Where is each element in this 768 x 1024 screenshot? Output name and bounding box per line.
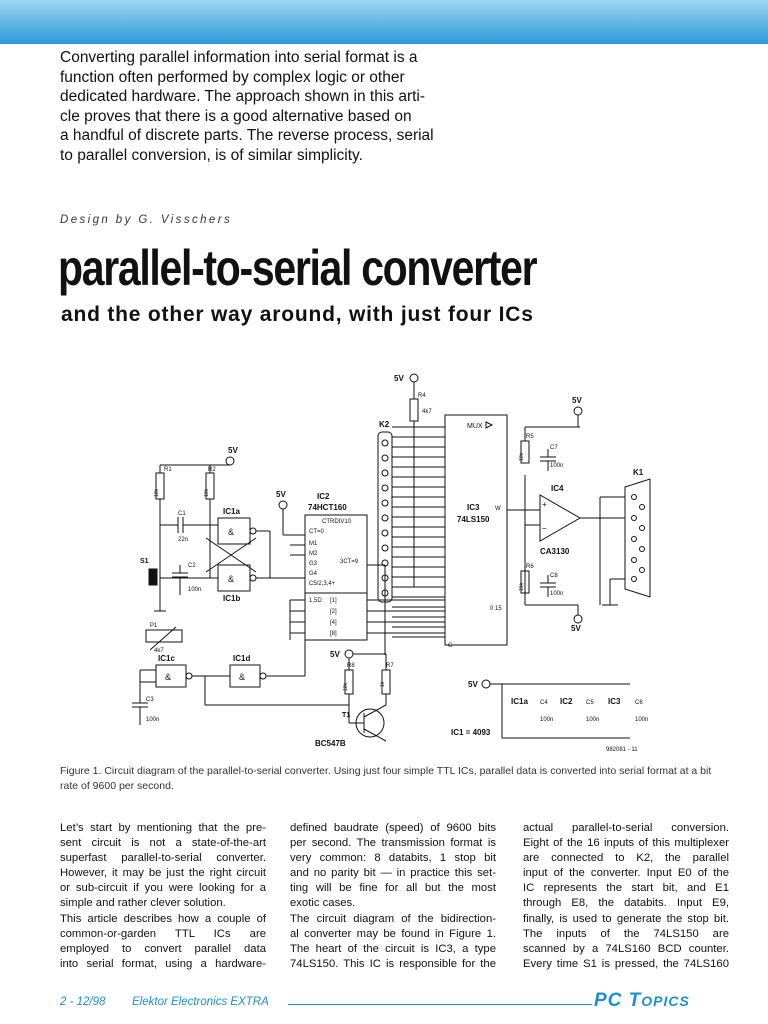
body-column-3	[523, 821, 729, 972]
body-line: The inputs of the 74LS150 are	[523, 927, 729, 940]
supply-terminal-icon	[574, 407, 582, 415]
r8-value: 10k	[343, 682, 349, 691]
body-line: superfast parallel-to-serial converter.	[60, 852, 266, 865]
ic2-d15: 1,5D	[309, 598, 322, 604]
figure-code: 982081 - 11	[606, 747, 638, 753]
r4-label: R4	[418, 393, 426, 399]
body-line: very common: 8 databits, 1 stop bit	[290, 852, 496, 865]
c6-label: C6	[635, 700, 643, 706]
body-line: common-or-garden TTL ICs are	[60, 927, 266, 940]
svg-text:&: &	[165, 672, 172, 682]
section-brand	[594, 990, 690, 1012]
ic2-ctrdiv: CTRDIV10	[322, 519, 352, 525]
svg-text:+: +	[542, 500, 547, 509]
body-line: simple and rather clever solution.	[60, 897, 226, 910]
ic3-w-pin: W	[495, 506, 501, 512]
circuit-diagram	[130, 365, 660, 760]
ic1b-label: IC1b	[223, 594, 241, 603]
c7-label: C7	[550, 445, 558, 451]
ic3-input-lines	[392, 427, 445, 637]
supply-5v-right: 5V	[572, 396, 582, 405]
body-line: IC represents the start bit, and E1	[523, 882, 729, 895]
author-credit: Design by G. Visschers	[60, 214, 233, 226]
supply-terminal-icon	[226, 457, 234, 465]
r4-value: 4k7	[422, 409, 432, 415]
footer-rule	[288, 1004, 592, 1005]
c4-value: 100n	[540, 717, 554, 723]
svg-text:&: &	[228, 574, 235, 584]
r5-value: 10k	[519, 452, 525, 461]
r5-label: R5	[526, 434, 534, 440]
c5-value: 100n	[586, 717, 600, 723]
ic1c-label: IC1c	[158, 654, 175, 663]
body-line: input of the converter. Input E0 of the	[523, 867, 729, 880]
ic2-m2: M2	[309, 551, 318, 557]
intro-line: dedicated hardware. The approach shown in this arti-	[60, 88, 426, 105]
c8-label: C8	[550, 573, 558, 579]
body-column-2	[290, 821, 496, 972]
ic2-bit2: [2]	[330, 609, 337, 615]
r7-value: 1k	[380, 681, 386, 687]
supply-5v-ic2: 5V	[276, 490, 286, 499]
r2-value: 10k	[204, 488, 210, 497]
body-line: exotic cases.	[290, 897, 356, 910]
c8-value: 100n	[550, 591, 564, 597]
ic1-type-note: IC1 = 4093	[451, 728, 491, 737]
intro-line: a handful of discrete parts. The reverse process, serial	[60, 127, 434, 144]
k1-pins	[632, 495, 645, 582]
c1-value: 22n	[178, 537, 189, 543]
ic2-bit1: [1]	[330, 598, 337, 604]
supply-terminal-icon	[279, 501, 287, 509]
ic2-bit8: [8]	[330, 631, 337, 637]
s1-switch	[149, 569, 157, 585]
intro-line: to parallel conversion, is of similar simplicity.	[60, 146, 363, 164]
body-line: The heart of the circuit is IC3, a type	[290, 942, 496, 955]
ic2-label: IC2	[317, 492, 330, 501]
ic2-g4: G4	[309, 571, 318, 577]
body-line: through E8, the databits. Input E9,	[523, 897, 729, 910]
page-footer	[60, 992, 730, 1012]
body-line: or sub-circuit if you were looking for a	[60, 882, 266, 895]
r6-value: 10k	[519, 582, 525, 591]
c5-label: C5	[586, 700, 594, 706]
body-line: scanned by a 74LS160 BCD counter.	[523, 942, 729, 955]
body-line: into serial format, using a hardware-	[60, 957, 266, 970]
k1-connector	[625, 479, 650, 597]
r4-resistor	[410, 399, 418, 421]
body-line: defined baudrate (speed) of 9600 bits	[290, 822, 496, 834]
intro-paragraph	[60, 48, 500, 165]
body-line: finally, is used to generate the stop bit.	[523, 912, 729, 925]
r2-label: R2	[208, 467, 216, 473]
supply-terminal-icon	[410, 374, 418, 382]
r6-label: R6	[526, 564, 534, 570]
k1-label: K1	[633, 468, 644, 477]
article-subtitle: and the other way around, with just four ICs	[61, 303, 534, 326]
intro-line: cle proves that there is a good alternative based on	[60, 107, 412, 125]
p1-value: 4k7	[154, 648, 164, 654]
body-line: ting will be fine for all but the most	[290, 882, 496, 895]
supply-5v-left: 5V	[228, 446, 238, 455]
c3-value: 100n	[146, 717, 160, 723]
c1-label: C1	[178, 511, 186, 517]
ic2-supply-label: IC2	[560, 697, 573, 706]
brand-text: PC T	[594, 990, 642, 1011]
header-color-band	[0, 0, 768, 44]
body-line: employed to convert parallel data	[60, 942, 266, 955]
ic3-mux-label: MUX	[467, 423, 483, 430]
body-line: per second. The transmission format is	[290, 837, 496, 850]
s1-label: S1	[140, 558, 149, 565]
p1-pot	[146, 630, 182, 642]
c7-value: 100n	[550, 463, 564, 469]
r7-label: R7	[386, 663, 394, 669]
ic3-g: G	[448, 643, 453, 649]
article-title: parallel-to-serial converter	[58, 240, 537, 296]
ic2-c5: C5/2,3,4+	[309, 581, 336, 587]
body-line: However, it may be just the right circuit	[60, 867, 266, 880]
p1-label: P1	[150, 623, 158, 629]
body-line: Every time S1 is pressed, the 74LS160	[523, 957, 729, 970]
page-number: 2 - 12/98	[60, 996, 106, 1008]
ic2-bit4: [4]	[330, 620, 337, 626]
ic2-ct0: CT=0	[309, 529, 324, 535]
ic1a-label: IC1a	[223, 507, 240, 516]
r1-label: R1	[164, 467, 172, 473]
svg-text:&: &	[228, 527, 235, 537]
body-column-1	[60, 821, 266, 972]
ic4-label: IC4	[551, 484, 564, 493]
ic3-type: 74LS150	[457, 515, 490, 524]
intro-line: function often performed by complex logic or other	[60, 68, 405, 86]
r1-value: 10k	[154, 488, 160, 497]
brand-small-caps: OPICS	[641, 993, 690, 1009]
mux-arrow-icon	[486, 422, 492, 428]
body-line: sent circuit is not a state-of-the-art	[60, 837, 266, 850]
k2-label: K2	[379, 420, 390, 429]
body-line: Let’s start by mentioning that the pre-	[60, 822, 266, 834]
body-line: The circuit diagram of the bidirection-	[290, 912, 496, 925]
c2-value: 100n	[188, 587, 202, 593]
supply-5v-decoupling: 5V	[468, 680, 478, 689]
supply-terminal-icon	[482, 680, 490, 688]
supply-5v-top: 5V	[394, 374, 404, 383]
ic2-m1: M1	[309, 541, 318, 547]
body-line: Eight of the 16 inputs of this multiplexer	[523, 837, 729, 850]
ic2-type: 74HCT160	[308, 503, 347, 512]
ic3-supply-label: IC3	[608, 697, 621, 706]
figure-caption: Figure 1. Circuit diagram of the parallel-to-serial converter. Using just four simple TTL ICs, parallel data is converted into serial format at a bit rate of 9600 per second.	[60, 765, 712, 792]
svg-text:&: &	[239, 672, 246, 682]
c3-label: C3	[146, 697, 154, 703]
c2-label: C2	[188, 563, 196, 569]
ic3-g015: 0 15	[490, 606, 502, 612]
body-line: actual parallel-to-serial conversion.	[523, 822, 729, 834]
body-line: and no parity bit — in practice this set-	[290, 867, 496, 880]
ic2-g3: G3	[309, 561, 318, 567]
ic1-supply-label: IC1a	[511, 697, 528, 706]
supply-5v-t1: 5V	[330, 650, 340, 659]
body-line: are connected to K2, the parallel	[523, 852, 729, 865]
intro-line: Converting parallel information into serial format is a	[60, 49, 418, 66]
svg-text:−: −	[542, 524, 547, 533]
magazine-name: Elektor Electronics EXTRA	[132, 996, 269, 1008]
ic2-ct9: 3CT=9	[340, 559, 359, 565]
supply-terminal-icon	[574, 615, 582, 623]
ic4-type: CA3130	[540, 547, 570, 556]
t1-type: BC547B	[315, 739, 346, 748]
body-line: 74LS150. This IC is responsible for the	[290, 957, 496, 970]
c6-value: 100n	[635, 717, 649, 723]
supply-5v-neg: 5V	[571, 624, 581, 633]
ic3-label: IC3	[467, 503, 480, 512]
r8-label: R8	[347, 663, 355, 669]
supply-terminal-icon	[345, 650, 353, 658]
t1-label: T1	[342, 712, 351, 719]
ic1d-label: IC1d	[233, 654, 251, 663]
c4-label: C4	[540, 700, 548, 706]
body-line: This article describes how a couple of	[60, 912, 266, 925]
body-line: al converter may be found in Figure 1.	[290, 927, 496, 940]
